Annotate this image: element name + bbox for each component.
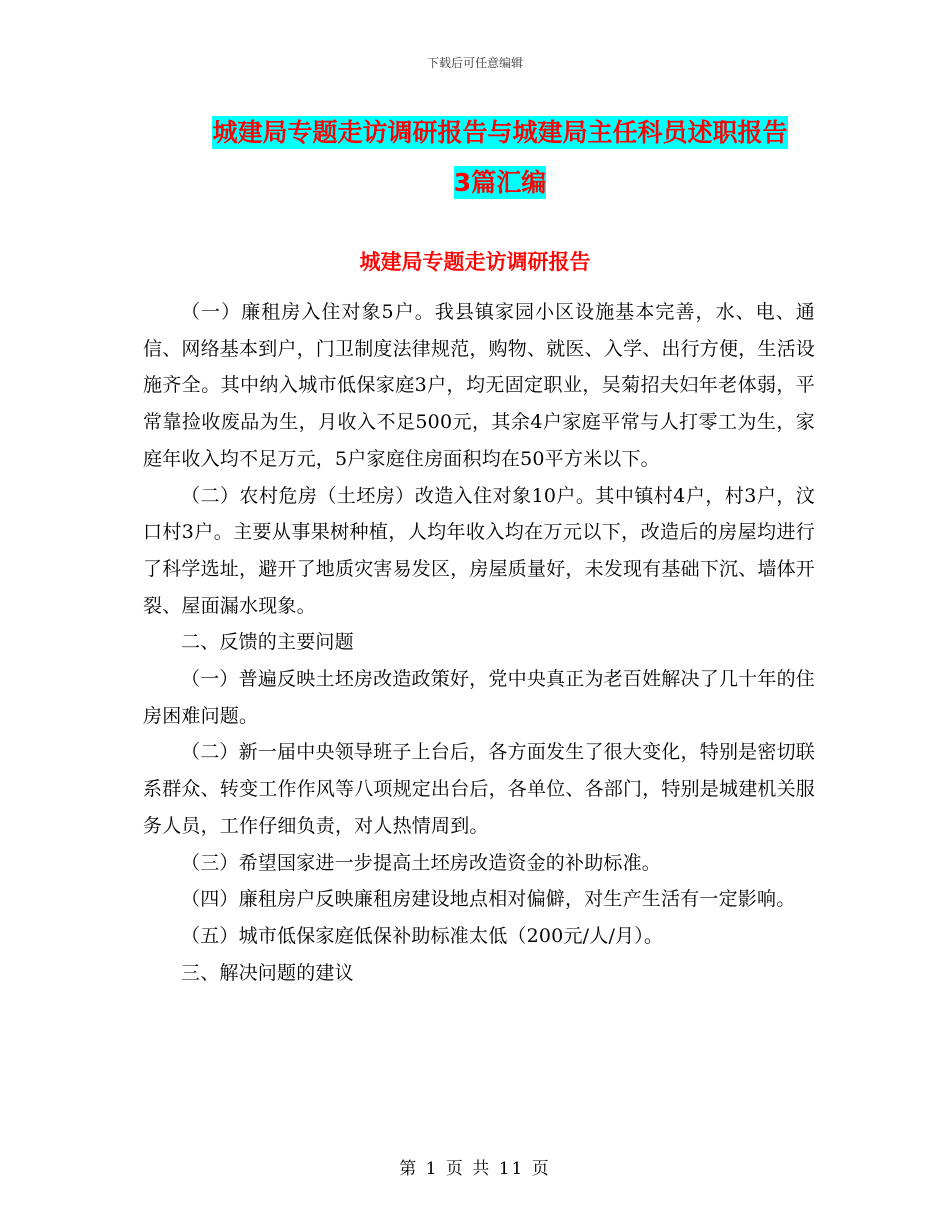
section-title: 城建局专题走访调研报告 <box>359 250 591 274</box>
document-title <box>145 108 855 208</box>
header-note: 下载后可任意编辑 <box>426 56 523 70</box>
page-footer: 第 1 页 共 11 页 <box>399 1159 551 1179</box>
section-heading: 二、反馈的主要问题 <box>181 631 354 654</box>
paragraph: （四）廉租房户反映廉租房建设地点相对偏僻，对生产生活有一定影响。 <box>181 888 796 911</box>
paragraph: （二）新一届中央领导班子上台后，各方面发生了很大变化，特别是密切联系群众、转变工作作风等八项规定出台后，各单位、各部门，特别是城建机关服务人员，工作仔细负责，对人热情周到。 <box>143 741 816 837</box>
document-title-line-1: 城建局专题走访调研报告与城建局主任科员述职报告 <box>212 118 788 147</box>
paragraph: （五）城市低保家庭低保补助标准太低（200元/人/月）。 <box>181 924 664 947</box>
document-title-line-2: 3篇汇编 <box>453 168 547 197</box>
paragraph: （三）希望国家进一步提高土坯房改造资金的补助标准。 <box>181 851 662 874</box>
paragraph: （一）廉租房入住对象5户。我县镇家园小区设施基本完善，水、电、通信、网络基本到户，门卫制度法律规范，购物、就医、入学、出行方便，生活设施齐全。其中纳入城市低保家庭3户，均无固定职业，吴菊招夫妇年老体弱，平常靠捡收废品为生，月收入不足500元，其余4户家庭平常与人打零工为生，家庭年收入均不足万元，5户家庭住房面积均在50平方米以下。 <box>143 301 816 470</box>
section-heading: 三、解决问题的建议 <box>181 961 354 984</box>
document-body <box>143 294 815 991</box>
paragraph: （二）农村危房（土坯房）改造入住对象10户。其中镇村4户，村3户，汶口村3户。主要从事果树种植，人均年收入均在万元以下，改造后的房屋均进行了科学选址，避开了地质灾害易发区，房屋质量好，未发现有基础下沉、墙体开裂、屋面漏水现象。 <box>143 484 816 617</box>
paragraph: （一）普遍反映土坯房改造政策好，党中央真正为老百姓解决了几十年的住房困难问题。 <box>143 668 815 727</box>
